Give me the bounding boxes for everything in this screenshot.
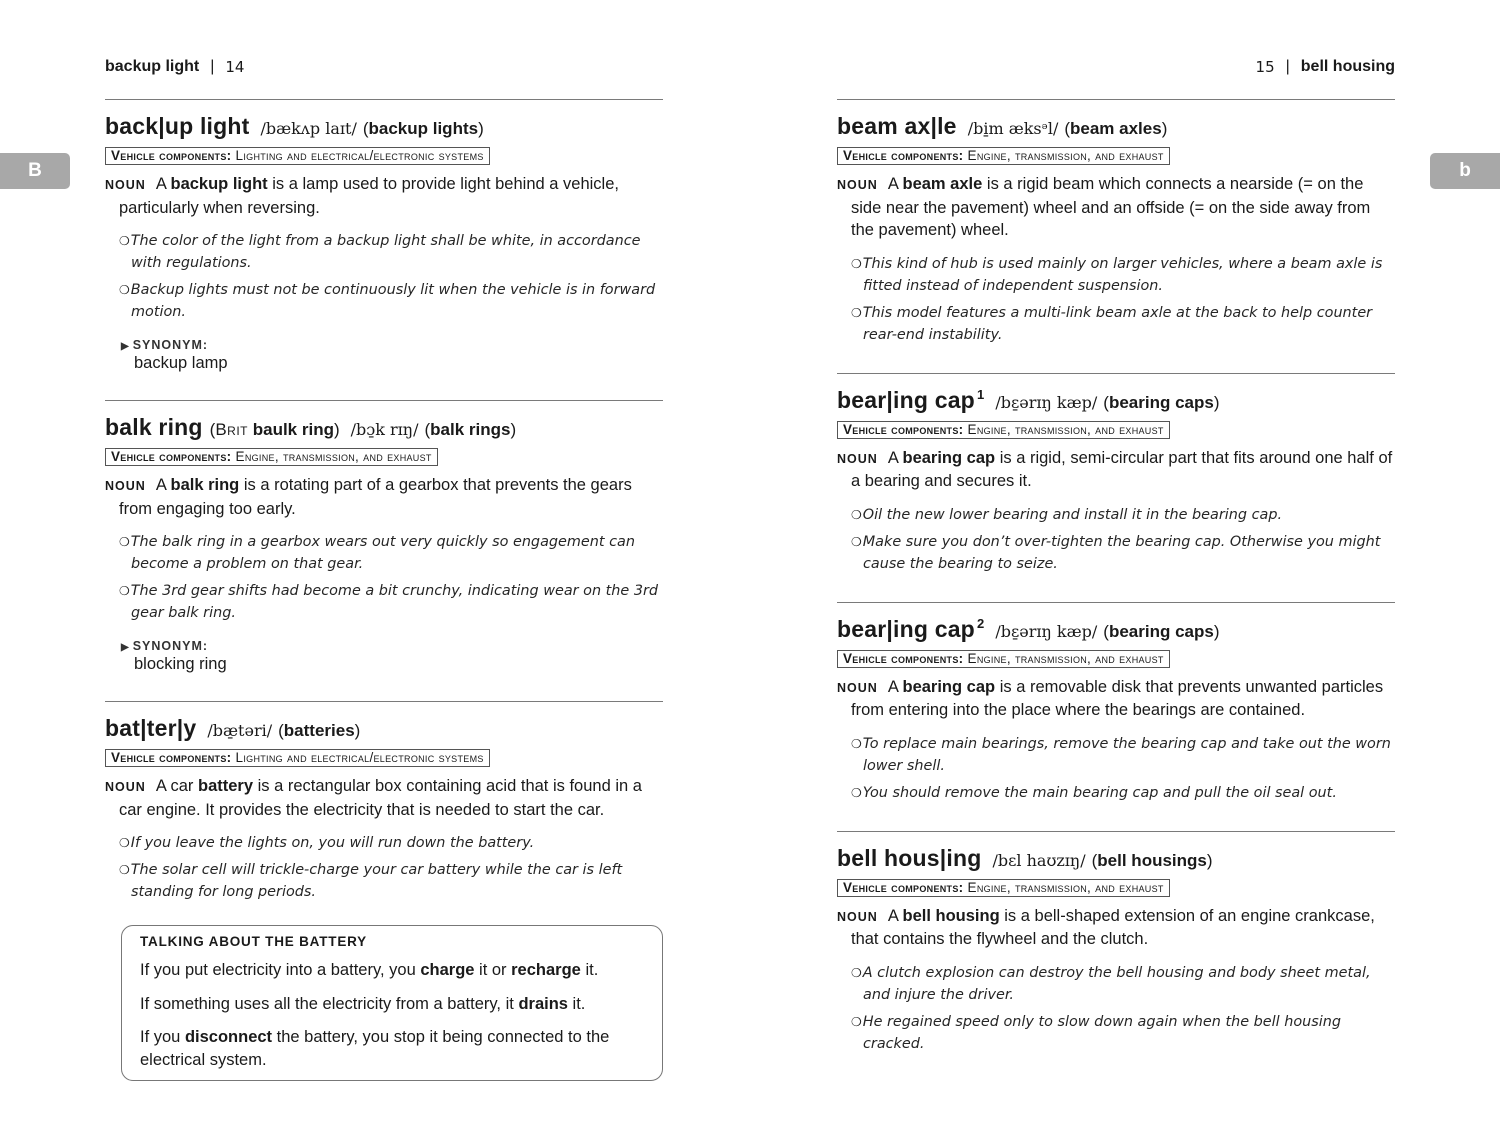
example-list xyxy=(837,253,1395,346)
triangle-right-icon: ▶ xyxy=(121,341,130,352)
domain-key: Vehicle components: xyxy=(843,650,964,666)
bullet-icon: ❍ xyxy=(119,836,130,850)
synonym-word: blocking ring xyxy=(134,655,227,673)
headword-line xyxy=(105,414,663,441)
part-of-speech: NOUN xyxy=(837,909,878,924)
headword: back|up light xyxy=(105,113,250,139)
synonym-block xyxy=(105,337,663,373)
definition: NOUN A balk ring is a rotating part of a gearbox that prevents the gears from engaging too early. xyxy=(105,476,632,518)
bullet-icon: ❍ xyxy=(119,584,130,598)
headword: bear|ing cap $^2$ xyxy=(837,615,985,642)
pronunciation: /bæ̱təri/ xyxy=(207,721,273,740)
headword-line xyxy=(105,715,663,742)
dictionary-entry xyxy=(105,99,663,400)
domain-key: Vehicle components: xyxy=(843,421,964,437)
running-head-word: bell housing xyxy=(1300,58,1395,75)
domain-label xyxy=(837,650,1170,668)
headword: beam ax|le xyxy=(837,113,957,139)
entry-list xyxy=(105,99,663,1081)
synonym-label: ▶ SYNONYM: xyxy=(121,639,209,653)
domain-key: Vehicle components: xyxy=(111,449,232,464)
bullet-icon: ❍ xyxy=(119,234,130,248)
example-sentence: ❍This kind of hub is used mainly on larger vehicles, where a beam axle is fitted instead of independent suspension. xyxy=(851,255,1383,294)
page-number: 15 xyxy=(1255,58,1275,76)
domain-key: Vehicle components: xyxy=(111,750,232,765)
dictionary-entry xyxy=(837,831,1395,1055)
domain-label xyxy=(105,147,490,165)
example-list xyxy=(837,733,1395,804)
headword-line xyxy=(837,616,1395,643)
example-sentence: ❍The balk ring in a gearbox wears out very quickly so engagement can become a problem on that gear. xyxy=(119,534,635,572)
synonym-block xyxy=(105,638,663,674)
headword-line xyxy=(837,387,1395,414)
example-sentence: ❍You should remove the main bearing cap and pull the oil seal out. xyxy=(851,784,1337,801)
bullet-icon: ❍ xyxy=(851,534,862,549)
part-of-speech: NOUN xyxy=(105,479,146,493)
domain-value: Lighting and electrical/electronic systems xyxy=(235,148,484,163)
example-sentence: ❍This model features a multi-link beam axle at the back to help counter rear-end instability. xyxy=(851,304,1373,343)
example-sentence: ❍The solar cell will trickle-charge your car battery while the car is left standing for long periods. xyxy=(119,862,623,900)
example-sentence: ❍A clutch explosion can destroy the bell housing and body sheet metal, and injure the driver. xyxy=(851,964,1371,1003)
plural-form: (bell housings) xyxy=(1091,850,1213,870)
part-of-speech: NOUN xyxy=(837,451,878,466)
usage-note-line: If you put electricity into a battery, you charge it or recharge it. xyxy=(140,961,599,979)
example-sentence: ❍The 3rd gear shifts had become a bit crunchy, indicating wear on the 3rd gear balk ring. xyxy=(119,583,659,621)
synonym-word: backup lamp xyxy=(134,354,228,372)
domain-value: Engine, transmission, and exhaust xyxy=(967,879,1164,895)
running-head xyxy=(837,58,1395,76)
bullet-icon: ❍ xyxy=(119,863,130,877)
definition: NOUN A bell housing is a bell-shaped extension of an engine crankcase, that contains the flywheel and the clutch. xyxy=(837,906,1375,948)
bullet-icon: ❍ xyxy=(119,535,130,549)
running-head-word: backup light xyxy=(105,58,200,75)
example-list xyxy=(105,832,663,903)
running-head-separator: | xyxy=(210,58,215,75)
dictionary-entry xyxy=(837,373,1395,602)
domain-key: Vehicle components: xyxy=(111,148,232,163)
pronunciation: /bɔ̱k rɪŋ/ xyxy=(350,420,419,439)
domain-key: Vehicle components: xyxy=(843,879,964,895)
homograph-number: 1 xyxy=(976,386,985,402)
part-of-speech: NOUN xyxy=(105,178,146,192)
example-sentence: ❍Make sure you don’t over-tighten the bearing cap. Otherwise you might cause the bearing to seize. xyxy=(851,533,1381,572)
domain-label xyxy=(105,448,438,466)
definition: NOUN A car battery is a rectangular box containing acid that is found in a car engine. It provides the electricity that is needed to start the car. xyxy=(105,777,642,819)
bullet-icon: ❍ xyxy=(851,256,862,271)
running-head-separator: | xyxy=(1285,58,1290,75)
variant-spelling: (Brit baulk ring) xyxy=(209,420,340,439)
headword-line xyxy=(105,113,663,140)
domain-label xyxy=(837,147,1170,165)
pronunciation: /bɛ̱ərɪŋ kæp/ xyxy=(995,392,1098,412)
running-head xyxy=(105,58,663,76)
definition: NOUN A bearing cap is a removable disk that prevents unwanted particles from entering into the place where the bearings are contained. xyxy=(837,677,1384,719)
example-sentence: ❍If you leave the lights on, you will run down the battery. xyxy=(119,835,535,851)
part-of-speech: NOUN xyxy=(837,178,878,192)
headword: bear|ing cap $^1$ xyxy=(837,386,985,413)
domain-value: Lighting and electrical/electronic systems xyxy=(235,750,484,765)
bullet-icon: ❍ xyxy=(119,283,130,297)
triangle-right-icon: ▶ xyxy=(121,642,130,653)
example-sentence: ❍Backup lights must not be continuously lit when the vehicle is in forward motion. xyxy=(119,282,656,320)
bullet-icon: ❍ xyxy=(851,965,862,980)
headword: balk ring xyxy=(105,414,203,440)
homograph-number: 2 xyxy=(976,615,985,631)
pronunciation: /bɛl haʊzɪŋ/ xyxy=(992,850,1086,870)
example-sentence: ❍To replace main bearings, remove the bearing cap and take out the worn lower shell. xyxy=(851,735,1391,774)
entry-list xyxy=(837,99,1395,1055)
bullet-icon: ❍ xyxy=(851,507,862,522)
thumb-index-tab: b xyxy=(1430,153,1500,189)
bullet-icon: ❍ xyxy=(851,785,862,800)
definition: NOUN A beam axle is a rigid beam which connects a nearside (= on the side near the pavement) wheel and an offside (= on the side away from the pavement) wheel. xyxy=(837,175,1371,239)
definition: NOUN A backup light is a lamp used to provide light behind a vehicle, particularly when reversing. xyxy=(105,175,619,217)
page-number: 14 xyxy=(225,58,245,76)
usage-note-title: TALKING ABOUT THE BATTERY xyxy=(140,934,367,949)
headword-line xyxy=(837,113,1395,140)
plural-form: (bearing caps) xyxy=(1103,392,1220,412)
plural-form: (batteries) xyxy=(278,721,361,740)
domain-value: Engine, transmission, and exhaust xyxy=(967,148,1164,163)
plural-form: (balk rings) xyxy=(424,420,517,439)
example-sentence: ❍He regained speed only to slow down again when the bell housing cracked. xyxy=(851,1013,1342,1052)
synonym-label: ▶ SYNONYM: xyxy=(121,338,209,352)
domain-label xyxy=(837,879,1170,897)
usage-note-line: If you disconnect the battery, you stop it being connected to the electrical system. xyxy=(140,1028,610,1069)
domain-value: Engine, transmission, and exhaust xyxy=(235,449,432,464)
example-sentence: ❍Oil the new lower bearing and install it in the bearing cap. xyxy=(851,506,1283,523)
dictionary-entry xyxy=(837,99,1395,373)
example-sentence: ❍The color of the light from a backup light shall be white, in accordance with regulations. xyxy=(119,233,641,271)
pronunciation: /bɛ̱ərɪŋ kæp/ xyxy=(995,621,1098,641)
thumb-index-tab: B xyxy=(0,153,70,189)
part-of-speech: NOUN xyxy=(105,780,146,794)
headword-line xyxy=(837,845,1395,872)
dictionary-entry xyxy=(105,400,663,701)
plural-form: (beam axles) xyxy=(1064,119,1168,138)
bullet-icon: ❍ xyxy=(851,1014,862,1029)
domain-key: Vehicle components: xyxy=(843,148,964,163)
bullet-icon: ❍ xyxy=(851,736,862,751)
definition: NOUN A bearing cap is a rigid, semi-circular part that fits around one half of a bearing and secures it. xyxy=(837,448,1393,490)
usage-note-box xyxy=(121,925,663,1081)
example-list xyxy=(105,531,663,624)
example-list xyxy=(105,230,663,323)
bullet-icon: ❍ xyxy=(851,305,862,320)
domain-value: Engine, transmission, and exhaust xyxy=(967,650,1164,666)
headword: bat|ter|y xyxy=(105,715,197,741)
dictionary-entry xyxy=(837,602,1395,831)
usage-note-line: If something uses all the electricity from a battery, it drains it. xyxy=(140,994,586,1013)
domain-label xyxy=(105,749,490,767)
dictionary-entry xyxy=(105,701,663,1081)
pronunciation: /bækʌp laɪt/ xyxy=(260,119,357,138)
domain-value: Engine, transmission, and exhaust xyxy=(967,421,1164,437)
pronunciation: /bi̱m æksᵊl/ xyxy=(967,119,1059,138)
part-of-speech: NOUN xyxy=(837,680,878,695)
plural-form: (backup lights) xyxy=(362,119,484,138)
headword: bell hous|ing xyxy=(837,844,982,871)
plural-form: (bearing caps) xyxy=(1103,621,1220,641)
example-list xyxy=(837,962,1395,1055)
domain-label xyxy=(837,421,1170,439)
example-list xyxy=(837,504,1395,575)
